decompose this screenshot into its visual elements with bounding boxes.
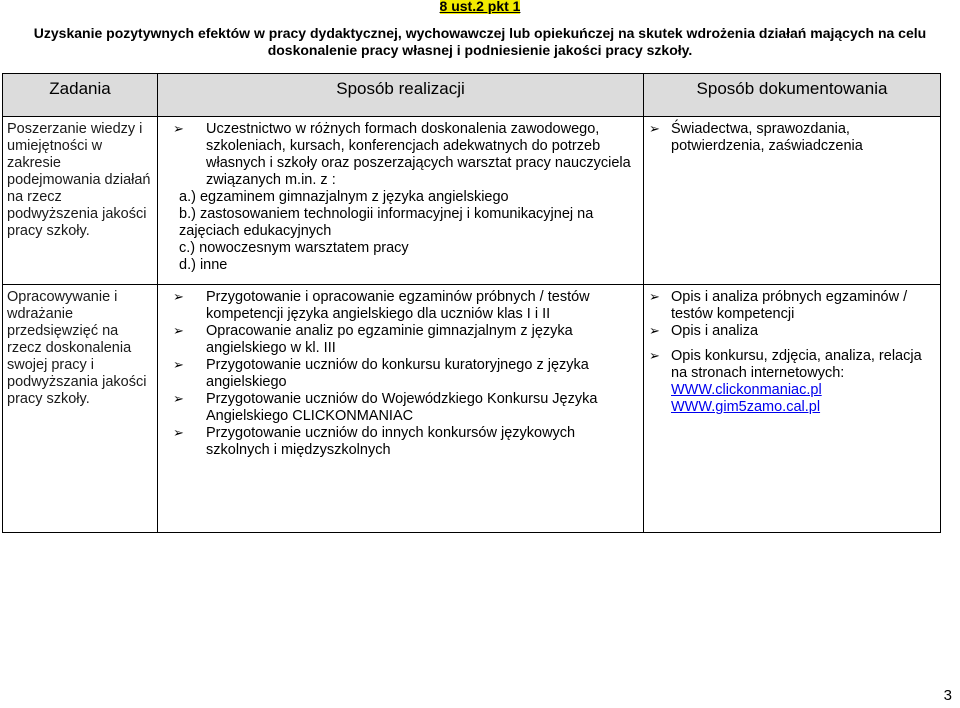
list-item: ➢ Przygotowanie uczniów do innych konkursów językowych szkolnych i międzyszkolnych	[163, 425, 637, 459]
list-item: ➢ Opis i analiza	[649, 323, 934, 340]
column-header-realization: Sposób realizacji	[158, 74, 644, 117]
documentation-text: ➢ Opis konkursu, zdjęcia, analiza, relacja na stronach internetowych:	[671, 348, 922, 381]
list-item: ➢ Opis i analiza próbnych egzaminów / testów kompetencji	[649, 289, 934, 323]
table-header-row	[3, 74, 941, 117]
legal-reference: 8 ust.2 pkt 1	[439, 0, 521, 14]
list-item: ➢ Opracowanie analiz po egzaminie gimnazjalnym z języka angielskiego w kl. III	[163, 323, 637, 357]
page-number: 3	[943, 687, 952, 704]
website-link[interactable]: WWW.gim5zamo.cal.pl	[671, 399, 821, 415]
table-row	[3, 285, 941, 533]
page-header	[0, 0, 960, 59]
list-item: ➢ Uczestnictwo w różnych formach doskonalenia zawodowego, szkoleniach, kursach, konferencjach adekwatnych do potrzeb własnych i szkoły oraz poszerzających warsztat pracy nauczyciela związanych m.in. z :	[163, 121, 637, 189]
sub-item: b.) zastosowaniem technologii informacyjnej i komunikacyjnej na zajęciach edukacyjnych	[179, 206, 594, 239]
sub-item: d.) inne	[179, 257, 228, 273]
realization-cell	[158, 285, 644, 533]
list-item	[649, 348, 934, 416]
table-row	[3, 117, 941, 285]
task-cell: Poszerzanie wiedzy i umiejętności w zakresie podejmowania działań na rzecz podwyższenia jakości pracy szkoły.	[3, 117, 158, 285]
task-cell: Opracowywanie i wdrażanie przedsięwzięć na rzecz doskonalenia swojej pracy i podwyższania jakości pracy szkoły.	[3, 285, 158, 533]
sub-item: a.) egzaminem gimnazjalnym z języka angielskiego	[179, 189, 509, 205]
documentation-cell	[644, 285, 941, 533]
list-item: ➢ Przygotowanie uczniów do konkursu kuratoryjnego z języka angielskiego	[163, 357, 637, 391]
website-link[interactable]: WWW.clickonmaniac.pl	[671, 382, 822, 398]
objective-text: Uzyskanie pozytywnych efektów w pracy dydaktycznej, wychowawczej lub opiekuńczej na skutek wdrożenia działań mających na celu doskonalenie pracy własnej i podniesienie jakości pracy szkoły.	[33, 25, 927, 58]
documentation-cell	[644, 117, 941, 285]
list-item: ➢ Przygotowanie i opracowanie egzaminów próbnych / testów kompetencji języka angielskiego dla uczniów klas I i II	[163, 289, 637, 323]
column-header-documentation: Sposób dokumentowania	[644, 74, 941, 117]
realization-cell	[158, 117, 644, 285]
column-header-tasks: Zadania	[3, 74, 158, 117]
list-item: ➢ Świadectwa, sprawozdania, potwierdzenia, zaświadczenia	[649, 121, 934, 155]
development-plan-table	[2, 73, 941, 533]
sub-item: c.) nowoczesnym warsztatem pracy	[179, 240, 409, 256]
list-item: ➢ Przygotowanie uczniów do Wojewódzkiego Konkursu Języka Angielskiego CLICKONMANIAC	[163, 391, 637, 425]
